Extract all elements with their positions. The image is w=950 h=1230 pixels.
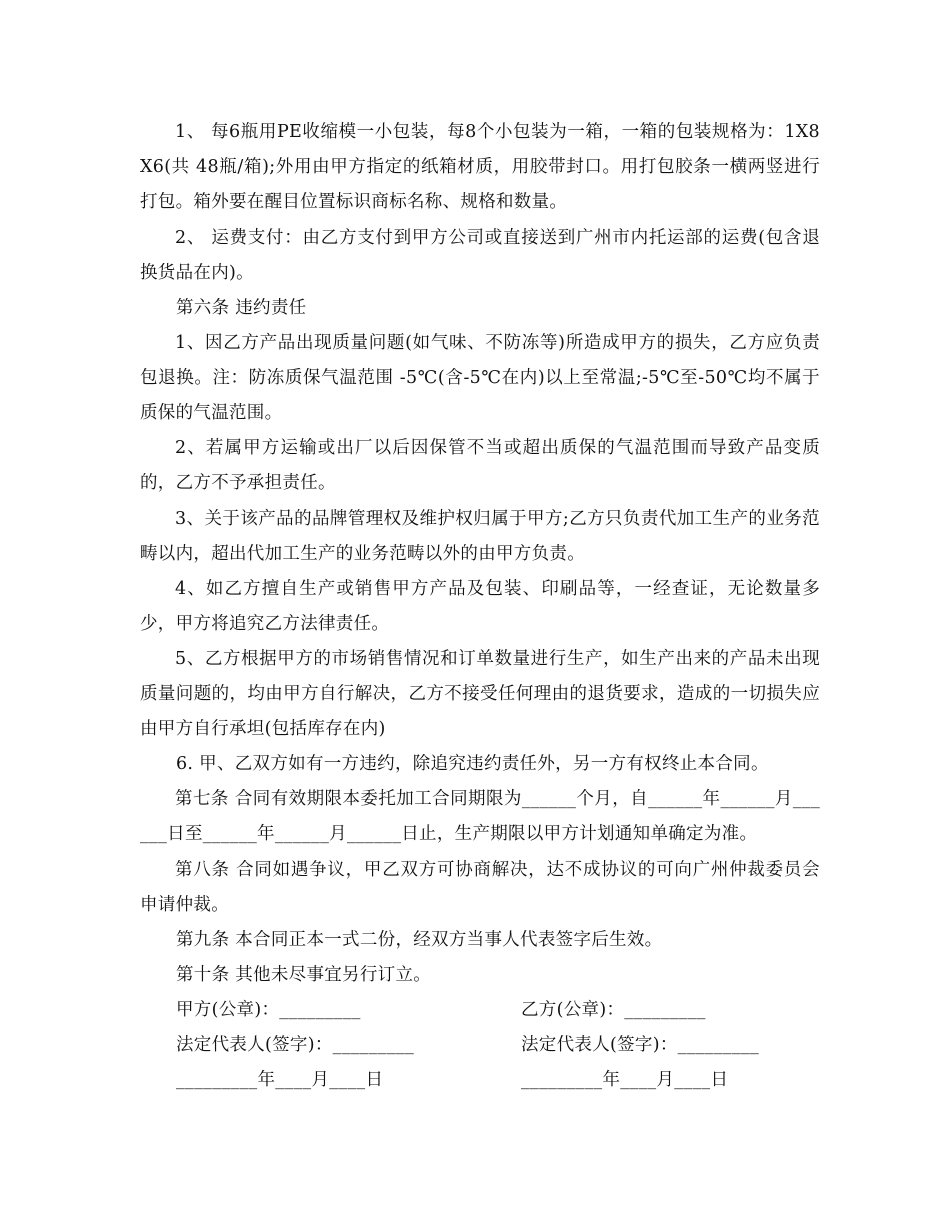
party-b-seal-field: 乙方(公章)：_________ <box>521 1000 706 1020</box>
packaging-clause: 1、 每6瓶用PE收缩模一小包装，每8个小包装为一箱，一箱的包装规格为：1X8X6(共 48瓶/箱);外用由甲方指定的纸箱材质，用胶带封口。用打包胶条一横两竖进行打包。箱外要在醒目位置标识商标名称、规格和数量。 <box>140 122 820 212</box>
liability-clause-6: 6. 甲、乙双方如有一方违约，除追究违约责任外，另一方有权终止本合同。 <box>176 754 769 774</box>
article-10: 第十条 其他未尽事宜另行订立。 <box>176 965 432 985</box>
party-a-seal-field: 甲方(公章)：_________ <box>176 1000 361 1020</box>
article-8: 第八条 合同如遇争议，甲乙双方可协商解决，达不成协议的可向广州仲裁委员会申请仲裁。 <box>140 860 820 915</box>
party-b-date-field: _________年____月____日 <box>521 1070 729 1090</box>
article-6-heading: 第六条 违约责任 <box>176 298 307 318</box>
article-7: 第七条 合同有效期限本委托加工合同期限为______个月，自______年______月______日至______年______月______日止，生产期限以甲方计划通知单确定为准。 <box>140 789 820 844</box>
article-9: 第九条 本合同正本一式二份，经双方当事人代表签字后生效。 <box>176 930 663 950</box>
freight-clause: 2、 运费支付：由乙方支付到甲方公司或直接送到广州市内托运部的运费(包含退换货品在内)。 <box>140 228 820 283</box>
party-a-date-field: _________年____月____日 <box>176 1070 384 1090</box>
party-b-representative-field: 法定代表人(签字)：_________ <box>521 1035 760 1055</box>
party-a-representative-field: 法定代表人(签字)：_________ <box>176 1035 415 1055</box>
liability-clause-2: 2、若属甲方运输或出厂以后因保管不当或超出质保的气温范围而导致产品变质的，乙方不予承担责任。 <box>140 438 820 493</box>
liability-clause-5: 5、乙方根据甲方的市场销售情况和订单数量进行生产，如生产出来的产品未出现质量问题的，均由甲方自行解决，乙方不接受任何理由的退货要求，造成的一切损失应由甲方自行承坦(包括库存在内) <box>140 649 820 739</box>
liability-clause-4: 4、如乙方擅自生产或销售甲方产品及包装、印刷品等，一经查证，无论数量多少，甲方将追究乙方法律责任。 <box>140 579 820 634</box>
liability-clause-3: 3、关于该产品的品牌管理权及维护权归属于甲方;乙方只负责代加工生产的业务范畴以内，超出代加工生产的业务范畴以外的由甲方负责。 <box>140 509 820 564</box>
liability-clause-1: 1、因乙方产品出现质量问题(如气味、不防冻等)所造成甲方的损失，乙方应负责包退换。注：防冻质保气温范围 -5℃(含-5℃在内)以上至常温;-5℃至-50℃均不属于质保的气温范围。 <box>140 333 820 423</box>
